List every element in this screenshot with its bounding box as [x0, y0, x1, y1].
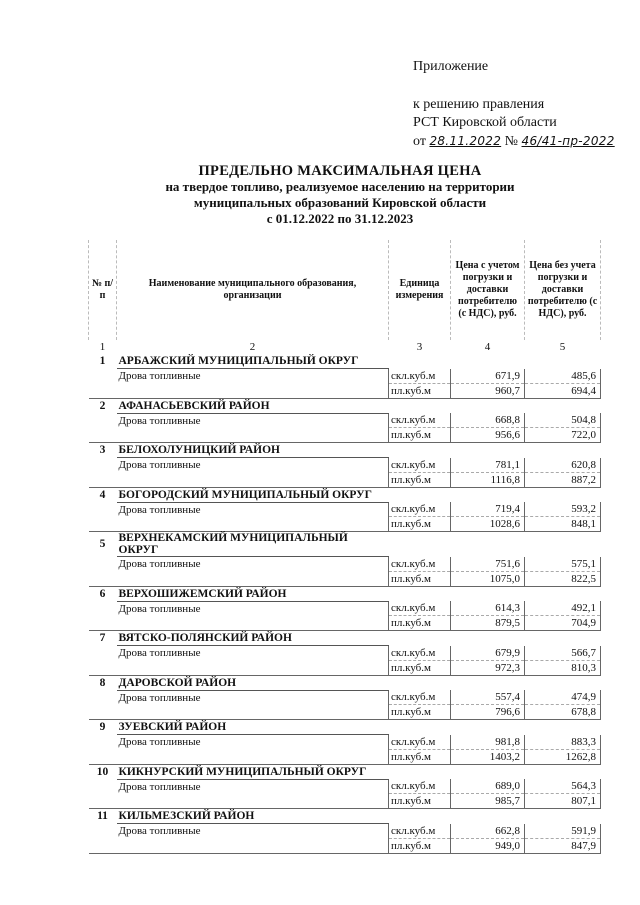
price-novat-cell: 492,1 — [525, 601, 601, 616]
table-row — [89, 383, 601, 398]
table-row — [89, 660, 601, 675]
appendix-label: Приложение — [413, 59, 489, 74]
price-novat-cell: 883,3 — [525, 735, 601, 750]
price-novat-cell: 564,3 — [525, 779, 601, 794]
price-vat-cell: 781,1 — [451, 458, 525, 473]
org-spacer — [525, 631, 601, 646]
org-spacer — [525, 443, 601, 458]
col-number: 3 — [416, 341, 423, 353]
price-vat-cell: 751,6 — [451, 557, 525, 572]
price-vat-cell: 557,4 — [451, 690, 525, 705]
org-name: ЗУЕВСКИЙ РАЙОН — [117, 720, 389, 735]
table-row — [89, 690, 601, 705]
org-name: ВЯТСКО-ПОЛЯНСКИЙ РАЙОН — [117, 631, 389, 646]
org-row — [89, 532, 601, 557]
unit-cell: пл.куб.м — [389, 838, 451, 853]
fuel-type: Дрова топливные — [118, 780, 201, 793]
table-row — [89, 571, 601, 586]
table-row — [89, 749, 601, 764]
fuel-type-empty — [117, 571, 389, 586]
row-num-empty — [89, 517, 117, 532]
org-spacer — [525, 487, 601, 502]
header-price-vat: Цена с учетом погрузки и доставки потребителю (с НДС), руб. — [451, 240, 525, 340]
header-unit: Единица измерения — [389, 240, 451, 340]
table-row — [89, 735, 601, 750]
price-vat-cell: 1028,6 — [451, 517, 525, 532]
price-novat-cell: 722,0 — [525, 428, 601, 443]
unit-cell: пл.куб.м — [389, 705, 451, 720]
org-spacer — [389, 631, 451, 646]
org-row — [89, 586, 601, 601]
appendix-authority: РСТ Кировской области — [413, 115, 557, 130]
org-row — [89, 809, 601, 824]
org-name: КИКНУРСКИЙ МУНИЦИПАЛЬНЫЙ ОКРУГ — [117, 764, 389, 779]
org-spacer — [389, 398, 451, 413]
org-spacer — [389, 675, 451, 690]
price-vat-cell: 1116,8 — [451, 472, 525, 487]
org-name: АРБАЖСКИЙ МУНИЦИПАЛЬНЫЙ ОКРУГ — [117, 354, 389, 369]
row-num-empty — [89, 838, 117, 853]
org-spacer — [525, 398, 601, 413]
fuel-type: Дрова топливные — [118, 602, 201, 615]
unit-cell: пл.куб.м — [389, 571, 451, 586]
org-spacer — [451, 398, 525, 413]
org-name: БЕЛОХОЛУНИЦКИЙ РАЙОН — [117, 443, 389, 458]
row-num-empty — [89, 472, 117, 487]
row-num-empty — [89, 571, 117, 586]
unit-cell: скл.куб.м — [389, 646, 451, 661]
price-vat-cell: 956,6 — [451, 428, 525, 443]
table-row — [89, 794, 601, 809]
price-vat-cell: 719,4 — [451, 502, 525, 517]
table-row — [89, 502, 601, 517]
unit-cell: скл.куб.м — [389, 779, 451, 794]
number-prefix: № — [504, 134, 519, 149]
org-row — [89, 675, 601, 690]
price-table-body — [89, 354, 601, 853]
unit-cell: скл.куб.м — [389, 601, 451, 616]
decision-date: 28.11.2022 — [429, 134, 502, 148]
org-row — [89, 631, 601, 646]
org-number: 2 — [99, 399, 106, 412]
org-spacer — [451, 443, 525, 458]
price-novat-cell: 848,1 — [525, 517, 601, 532]
row-num-empty — [89, 824, 117, 839]
row-num-empty — [89, 616, 117, 631]
row-num-empty — [89, 646, 117, 661]
unit-cell: пл.куб.м — [389, 749, 451, 764]
table-row — [89, 472, 601, 487]
price-novat-cell: 704,9 — [525, 616, 601, 631]
appendix-date-line — [413, 132, 615, 151]
price-vat-cell: 985,7 — [451, 794, 525, 809]
price-vat-cell: 796,6 — [451, 705, 525, 720]
fuel-type-empty — [117, 749, 389, 764]
org-spacer — [525, 764, 601, 779]
title-line-3: муниципальных образований Кировской области — [193, 195, 487, 210]
date-prefix: от — [413, 134, 426, 149]
price-novat-cell: 485,6 — [525, 369, 601, 384]
org-row — [89, 764, 601, 779]
org-spacer — [451, 631, 525, 646]
org-number: 11 — [97, 810, 108, 823]
unit-cell: скл.куб.м — [389, 502, 451, 517]
table-row — [89, 413, 601, 428]
unit-cell: скл.куб.м — [389, 690, 451, 705]
row-num-empty — [89, 428, 117, 443]
org-spacer — [451, 532, 525, 557]
price-novat-cell: 593,2 — [525, 502, 601, 517]
table-row — [89, 601, 601, 616]
price-vat-cell: 1403,2 — [451, 749, 525, 764]
appendix-decision: к решению правления — [413, 97, 545, 112]
row-num-empty — [89, 458, 117, 473]
org-spacer — [389, 720, 451, 735]
table-row — [89, 616, 601, 631]
org-spacer — [389, 443, 451, 458]
fuel-type-empty — [117, 472, 389, 487]
org-spacer — [451, 809, 525, 824]
title-line-4: с 01.12.2022 по 31.12.2023 — [266, 211, 414, 226]
price-novat-cell: 678,8 — [525, 705, 601, 720]
price-novat-cell: 847,9 — [525, 838, 601, 853]
org-spacer — [525, 586, 601, 601]
unit-cell: пл.куб.м — [389, 383, 451, 398]
col-number: 4 — [484, 341, 491, 353]
org-name: БОГОРОДСКИЙ МУНИЦИПАЛЬНЫЙ ОКРУГ — [117, 487, 389, 502]
row-num-empty — [89, 749, 117, 764]
org-name: КИЛЬМЕЗСКИЙ РАЙОН — [117, 809, 389, 824]
price-vat-cell: 662,8 — [451, 824, 525, 839]
org-spacer — [451, 586, 525, 601]
org-number: 7 — [99, 632, 106, 645]
fuel-type-empty — [117, 616, 389, 631]
price-novat-cell: 887,2 — [525, 472, 601, 487]
table-row — [89, 458, 601, 473]
org-spacer — [525, 354, 601, 369]
row-num-empty — [89, 502, 117, 517]
fuel-type-empty — [117, 383, 389, 398]
price-novat-cell: 694,4 — [525, 383, 601, 398]
org-number: 5 — [99, 538, 106, 551]
org-number: 6 — [99, 587, 106, 600]
fuel-type: Дрова топливные — [118, 647, 201, 659]
org-spacer — [451, 354, 525, 369]
price-vat-cell: 949,0 — [451, 838, 525, 853]
org-spacer — [525, 675, 601, 690]
table-row — [89, 517, 601, 532]
org-row — [89, 487, 601, 502]
org-spacer — [389, 586, 451, 601]
org-spacer — [451, 487, 525, 502]
org-spacer — [389, 809, 451, 824]
price-vat-cell: 679,9 — [451, 646, 525, 661]
row-num-empty — [89, 779, 117, 794]
column-number-row — [89, 340, 601, 354]
document-title — [100, 163, 580, 227]
row-num-empty — [89, 660, 117, 675]
org-row — [89, 354, 601, 369]
unit-cell: пл.куб.м — [389, 428, 451, 443]
unit-cell: скл.куб.м — [389, 735, 451, 750]
header-num: № п/п — [89, 240, 117, 340]
org-name: ВЕРХНЕКАМСКИЙ МУНИЦИПАЛЬНЫЙ ОКРУГ — [117, 532, 389, 557]
price-vat-cell: 689,0 — [451, 779, 525, 794]
org-number: 3 — [99, 444, 106, 457]
org-spacer — [389, 764, 451, 779]
unit-cell: пл.куб.м — [389, 616, 451, 631]
fuel-type-empty — [117, 428, 389, 443]
fuel-type: Дрова топливные — [118, 558, 201, 570]
table-row — [89, 824, 601, 839]
org-row — [89, 443, 601, 458]
org-name: ВЕРХОШИЖЕМСКИЙ РАЙОН — [117, 586, 389, 601]
price-vat-cell: 972,3 — [451, 660, 525, 675]
org-row — [89, 720, 601, 735]
price-novat-cell: 810,3 — [525, 660, 601, 675]
table-row — [89, 646, 601, 661]
row-num-empty — [89, 794, 117, 809]
price-vat-cell: 671,9 — [451, 369, 525, 384]
price-vat-cell: 879,5 — [451, 616, 525, 631]
row-num-empty — [89, 690, 117, 705]
price-novat-cell: 566,7 — [525, 646, 601, 661]
unit-cell: пл.куб.м — [389, 517, 451, 532]
price-vat-cell: 614,3 — [451, 601, 525, 616]
col-number: 2 — [249, 341, 256, 353]
table-row — [89, 369, 601, 384]
fuel-type: Дрова топливные — [118, 691, 201, 704]
org-number: 10 — [96, 765, 109, 778]
unit-cell: скл.куб.м — [389, 824, 451, 839]
title-line-1: ПРЕДЕЛЬНО МАКСИМАЛЬНАЯ ЦЕНА — [198, 163, 482, 179]
org-name: АФАНАСЬЕВСКИЙ РАЙОН — [117, 398, 389, 413]
price-novat-cell: 575,1 — [525, 557, 601, 572]
fuel-type-empty — [117, 705, 389, 720]
fuel-type: Дрова топливные — [118, 503, 201, 516]
org-number: 8 — [99, 676, 106, 689]
row-num-empty — [89, 705, 117, 720]
fuel-type-empty — [117, 517, 389, 532]
price-vat-cell: 1075,0 — [451, 571, 525, 586]
price-novat-cell: 591,9 — [525, 824, 601, 839]
table-row — [89, 428, 601, 443]
unit-cell: пл.куб.м — [389, 660, 451, 675]
price-novat-cell: 620,8 — [525, 458, 601, 473]
org-spacer — [389, 487, 451, 502]
row-num-empty — [89, 735, 117, 750]
col-number: 1 — [99, 341, 106, 353]
fuel-type: Дрова топливные — [118, 459, 201, 471]
price-novat-cell: 474,9 — [525, 690, 601, 705]
price-novat-cell: 504,8 — [525, 413, 601, 428]
fuel-type: Дрова топливные — [118, 736, 201, 748]
price-novat-cell: 822,5 — [525, 571, 601, 586]
fuel-type-empty — [117, 838, 389, 853]
price-vat-cell: 668,8 — [451, 413, 525, 428]
unit-cell: скл.куб.м — [389, 413, 451, 428]
row-num-empty — [89, 383, 117, 398]
org-number: 9 — [99, 721, 106, 734]
appendix-block — [413, 58, 615, 151]
org-spacer — [389, 532, 451, 557]
row-num-empty — [89, 369, 117, 384]
row-num-empty — [89, 413, 117, 428]
price-vat-cell: 960,7 — [451, 383, 525, 398]
unit-cell: пл.куб.м — [389, 794, 451, 809]
title-line-2: на твердое топливо, реализуемое населению на территории — [165, 179, 515, 194]
table-row — [89, 557, 601, 572]
decision-number: 46/41-пр-2022 — [521, 134, 615, 148]
org-spacer — [451, 764, 525, 779]
table-header-row — [89, 240, 601, 340]
row-num-empty — [89, 557, 117, 572]
unit-cell: скл.куб.м — [389, 369, 451, 384]
unit-cell: скл.куб.м — [389, 557, 451, 572]
table-row — [89, 705, 601, 720]
fuel-type: Дрова топливные — [118, 414, 201, 427]
header-name: Наименование муниципального образования, организации — [117, 240, 389, 340]
price-table — [88, 240, 601, 854]
org-number: 4 — [99, 488, 106, 501]
fuel-type-empty — [117, 794, 389, 809]
org-row — [89, 398, 601, 413]
org-spacer — [389, 354, 451, 369]
org-spacer — [451, 720, 525, 735]
org-spacer — [525, 809, 601, 824]
fuel-type: Дрова топливные — [118, 825, 201, 837]
fuel-type: Дрова топливные — [118, 370, 201, 382]
org-number: 1 — [99, 355, 106, 368]
row-num-empty — [89, 601, 117, 616]
org-spacer — [525, 532, 601, 557]
unit-cell: скл.куб.м — [389, 458, 451, 473]
price-vat-cell: 981,8 — [451, 735, 525, 750]
header-price-novat: Цена без учета погрузки и доставки потребителю (с НДС), руб. — [525, 240, 601, 340]
table-row — [89, 779, 601, 794]
unit-cell: пл.куб.м — [389, 472, 451, 487]
price-novat-cell: 807,1 — [525, 794, 601, 809]
table-row — [89, 838, 601, 853]
org-name: ДАРОВСКОЙ РАЙОН — [117, 675, 389, 690]
col-number: 5 — [559, 341, 566, 353]
price-novat-cell: 1262,8 — [525, 749, 601, 764]
org-spacer — [451, 675, 525, 690]
fuel-type-empty — [117, 660, 389, 675]
org-spacer — [525, 720, 601, 735]
